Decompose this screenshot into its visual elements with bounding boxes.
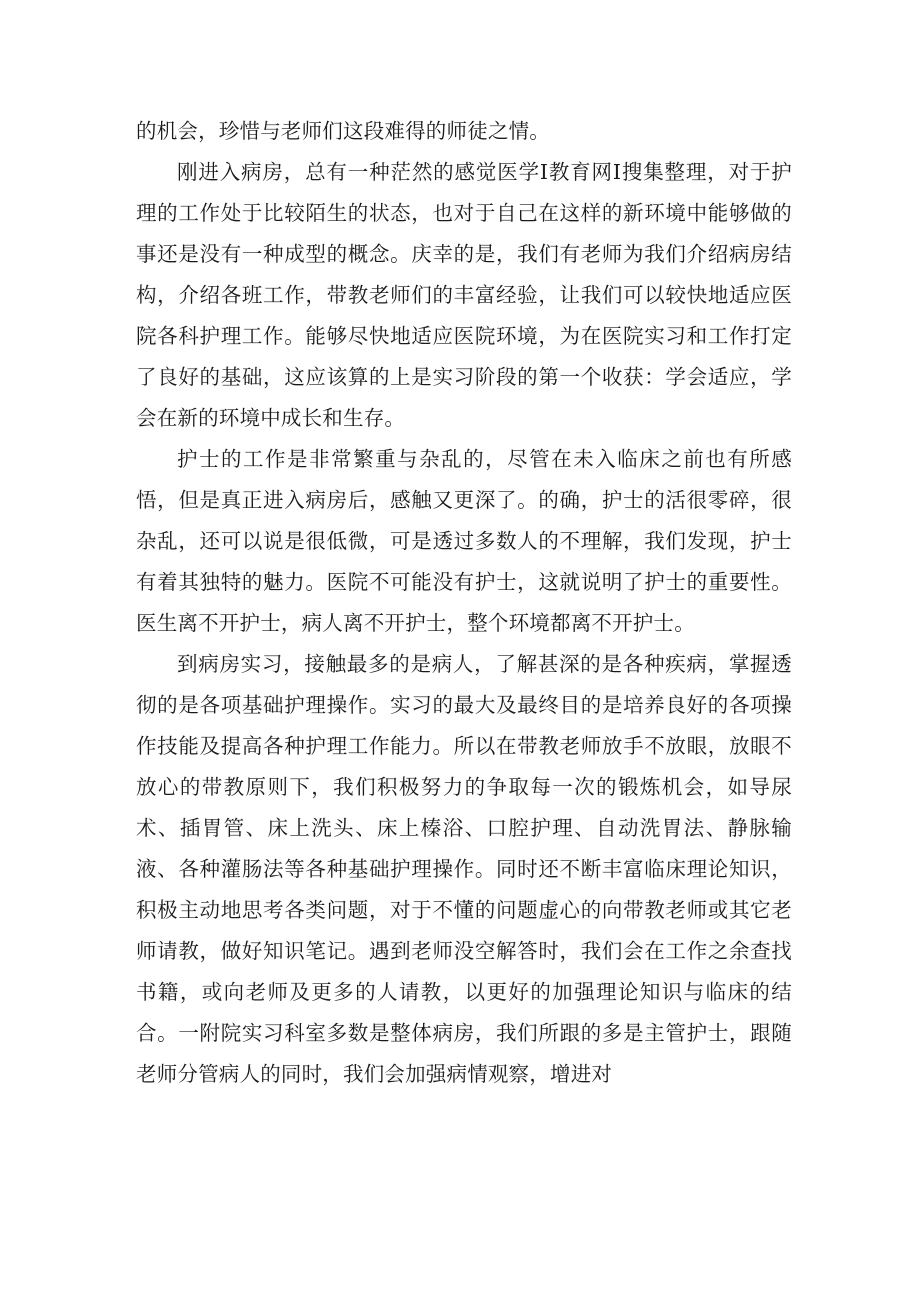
paragraph-nurse-work: 护士的工作是非常繁重与杂乱的，尽管在未入临床之前也有所感悟，但是真正进入病房后，感触又更深了。的确，护士的活很零碎，很杂乱，还可以说是很低微，可是透过多数人的不理解，我们发现，护士有着其独特的魅力。医院不可能没有护士，这就说明了护士的重要性。医生离不开护士，病人离不开护士，整个环境都离不开护士。 [136, 447, 792, 635]
paragraph-ward-practice: 到病房实习，接触最多的是病人，了解甚深的是各种疾病，掌握透彻的是各项基础护理操作。实习的最大及最终目的是培养良好的各项操作技能及提高各种护理工作能力。所以在带教老师放手不放眼，放眼不放心的带教原则下，我们积极努力的争取每一次的锻炼机会，如导尿术、插胃管、床上洗头、床上榛浴、口腔护理、自动洗胃法、静脉输液、各种灌肠法等各种基础护理操作。同时还不断丰富临床理论知识，积极主动地思考各类问题，对于不懂的问题虚心的向带教老师或其它老师请教，做好知识笔记。遇到老师没空解答时，我们会在工作之余查找书籍，或向老师及更多的人请教，以更好的加强理论知识与临床的结合。一附院实习科室多数是整体病房，我们所跟的多是主管护士，跟随老师分管病人的同时，我们会加强病情观察，增进对 [136, 652, 792, 1086]
document-page [136, 111, 792, 1095]
paragraph-continuation: 的机会，珍惜与老师们这段难得的师徒之情。 [136, 119, 550, 143]
paragraph-entering-ward: 刚进入病房，总有一种茫然的感觉医学I教育网I搜集整理，对于护理的工作处于比较陌生的状态，也对于自己在这样的新环境中能够做的事还是没有一种成型的概念。庆幸的是，我们有老师为我们介绍病房结构，介绍各班工作，带教老师们的丰富经验，让我们可以较快地适应医院各科护理工作。能够尽快地适应医院环境，为在医院实习和工作打定了良好的基础，这应该算的上是实习阶段的第一个收获：学会适应，学会在新的环境中成长和生存。 [136, 160, 792, 430]
